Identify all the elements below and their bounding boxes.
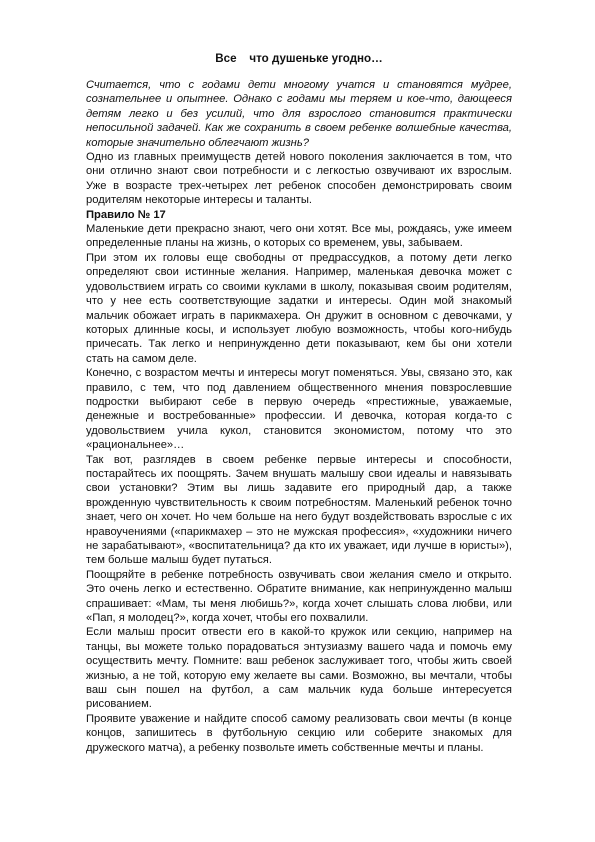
body-paragraph-3: При этом их головы еще свободны от предрассудков, а потому дети легко определяют свои истинные желания. Например, маленькая девочка может с удовольствием играть со своими куклами в школу, показывая своим родителям, что у нее есть соответствующие задатки и интересы. Один мой знакомый мальчик обожает играть в парикмахера. Он дружит в основном с девочками, у которых длинные косы, и использует любую возможность, чтобы кого-нибудь причесать. Так легко и непринужденно дети показывают, кем бы они хотели стать на самом деле. (86, 251, 512, 365)
body-paragraph-5: Так вот, разглядев в своем ребенке первые интересы и способности, постарайтесь их поощрять. Зачем внушать малышу свои идеалы и навязывать свои установки? Этим вы лишь задавите его природный дар, а также врожденную чувствительность к своим потребностям. Маленький ребенок точно знает, чего он хочет. Но чем больше на него будут воздействовать взрослые с их нравоучениями («парикмахер – это не мужская профессия», «художники ничего не зарабатывают», «воспитательница? да кто их уважает, иди лучше в юристы»), тем больше малыш будет путаться. (86, 453, 512, 567)
body-paragraph-2: Маленькие дети прекрасно знают, чего они хотят. Все мы, рождаясь, уже имеем определенные планы на жизнь, о которых со временем, увы, забываем. (86, 223, 512, 250)
body-paragraph-4: Конечно, с возрастом мечты и интересы могут поменяться. Увы, связано это, как правило, с тем, что под давлением общественного мнения повзрослевшие подростки выбирают себе в первую очередь «престижные, уважаемые, денежные и востребованные» профессии. И девочка, которая когда-то с удовольствием учила кукол, становится экономистом, потому что это «рациональнее»… (86, 367, 512, 452)
body-paragraph-8: Проявите уважение и найдите способ самому реализовать свои мечты (в конце концов, запишитесь в футбольную секцию или соберите знакомых для дружеского матча), а ребенку позвольте иметь собственные мечты и планы. (86, 712, 512, 754)
body-paragraph-7: Если малыш просит отвести его в какой-то кружок или секцию, например на танцы, вы можете только порадоваться энтузиазму вашего чада и помочь ему осуществить мечту. Помните: ваш ребенок заслуживает того, чтобы жить своей жизнью, а не той, которую ему желаете вы сами. Возможно, вы мечтали, чтобы ваш сын пошел на футбол, а сам мальчик куда больше интересуется рисованием. (86, 626, 512, 711)
document-page (86, 52, 512, 755)
rule-heading: Правило № 17 (86, 208, 166, 221)
body-paragraph-6: Поощряйте в ребенке потребность озвучивать свои желания смело и открыто. Это очень легко и естественно. Обратите внимание, как непринужденно малыш спрашивает: «Мам, ты меня любишь?», когда хочет слышать слова любви, или «Пап, я молодец?», когда хочет, чтобы его похвалили. (86, 568, 512, 625)
body-paragraph-1: Одно из главных преимуществ детей нового поколения заключается в том, что они отлично знают свои потребности и с легкостью озвучивают их взрослым. Уже в возрасте трех-четырех лет ребенок способен демонстрировать своим родителям некоторые интересы и таланты. (86, 151, 512, 207)
intro-paragraph: Считается, что с годами дети многому учатся и становятся мудрее, сознательнее и опытнее. Однако с годами мы теряем и кое-что, дающееся детям легко и без усилий, что для взрослого становится практически непосильной задачей. Как же сохранить в своем ребенке волшебные качества, которые значительно облегчают жизнь? (86, 79, 512, 149)
document-title: Все что душеньке угодно… (215, 52, 383, 65)
